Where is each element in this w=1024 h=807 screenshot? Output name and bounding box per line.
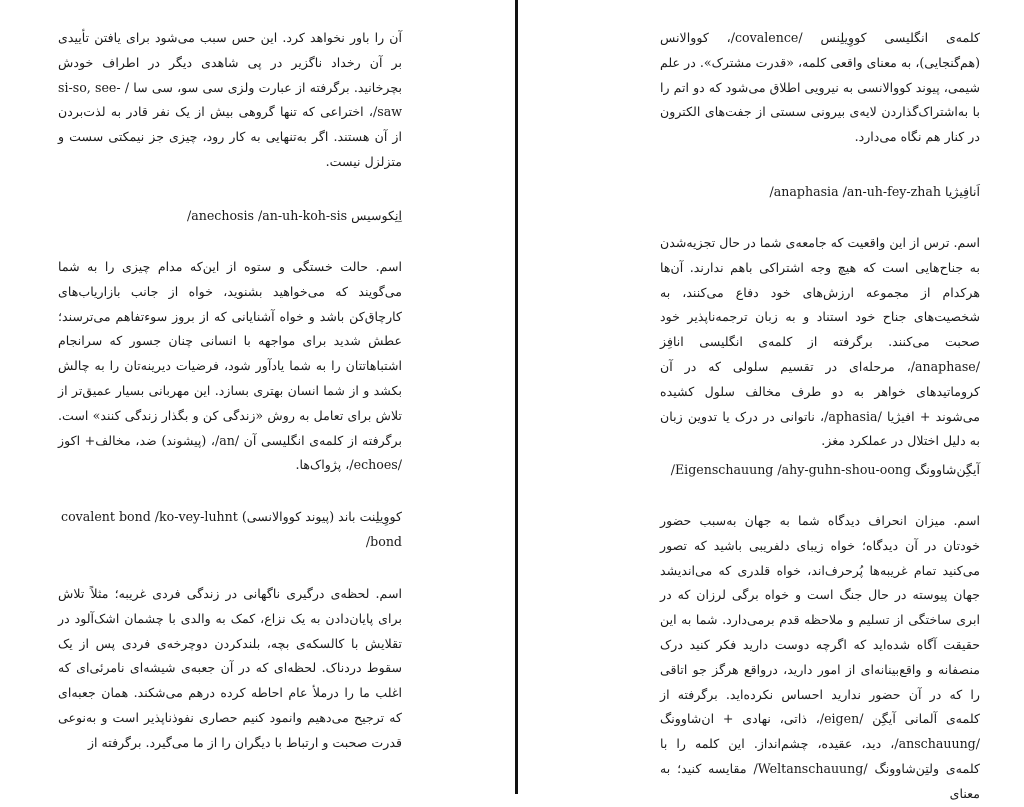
left-page xyxy=(58,0,402,794)
entry-heading-text: آیگِن‌شاوونگ Eigenschauung /ahy-guhn-shou-oong/ xyxy=(670,462,980,477)
entry-definition-anechosis xyxy=(58,255,402,478)
definition-text: اسم. میزان انحراف دیدگاه شما به جهان به‌سبب حضور خودتان در آن دیدگاه؛ خواه زیبای دلفریبی باشید که تصور می‌کنید تمام غریبه‌ها پُرحرف‌اند، خواه قلدری که می‌اندیشد جهان پیوسته در حال جنگ است و خواه برگی لرزان که در ابری ساختگی از تسلیم و ملاحظه قدم برمی‌دارد. شما به این حقیقت آگاه شده‌اید که اگرچه دوست دارید فکر کنید درک منصفانه و واقع‌بینانه‌ای از امور دارید، درواقع هرگز جو اتاقی را که در آن حضور ندارید احساس نکرده‌اید. برگرفته از کلمه‌ی آلمانی آیگِن /eigen/، ذاتی، نهادی + ان‌شاوونگ /anschauung/، دید، عقیده، چشم‌انداز. این کلمه را با کلمه‌ی ولتِن‌شاوونگ /Weltanschauung/ مقایسه کنید؛ به معنای xyxy=(660,513,980,801)
entry-heading-text: اِنِکوسیس anechosis /an-uh-koh-sis/ xyxy=(186,208,402,223)
entry-definition-covalent-bond xyxy=(58,582,402,756)
right-page xyxy=(660,0,980,801)
continuation-paragraph xyxy=(58,26,402,175)
entry-definition-eigenschauung xyxy=(660,509,980,807)
entry-heading-eigenschauung xyxy=(660,458,980,483)
definition-text: اسم. ترس از این واقعیت که جامعه‌ی شما در حال تجزیه‌شدن به جناح‌هایی است که هیچ وجه اشتراکی باهم ندارند. آن‌ها هرکدام از مجموعه ارزش‌های خود دفاع می‌کنند، به شخصیت‌های جناح خود استناد و به زبان ترجمه‌ناپذیر خود صحبت می‌کنند. برگرفته از کلمه‌ی انگلیسی انافِز /anaphase/، مرحله‌ای در تقسیم سلولی که در آن کروماتیدهای خواهر به دو طرف مخالف سلول کشیده می‌شوند + افیژیا /aphasia/، ناتوانی در درک یا تدوین زبان به دلیل اختلال در عملکرد مغز. xyxy=(660,235,980,449)
definition-text: اسم. حالت خستگی و ستوه از این‌که مدام چیزی را به شما می‌گویند که می‌خواهید بشنوید، خواه از جانب بازاریاب‌های کارچاق‌کن باشد و خواه آشنایانی که از بروز سوءتفاهم می‌ترسند؛ عطش شدید برای مواجهه با انسانی چنان جسور که سرانجام اشتباهاتتان را به شما یادآور شود، فرضیات دیرینه‌تان را به چالش بکشد و از شما انسان بهتری بسازد. این مهربانی بسیار عمیق‌تر از تلاش برای تعامل به روش «زندگی کن و بگذار زندگی کنند» است. برگرفته از کلمه‌ی انگلیسی آن /an/، (پیشوند) ضد، مخالف+ اکوز /echoes/، پژواک‌ها. xyxy=(58,259,402,473)
definition-text: اسم. لحظه‌ی درگیری ناگهانی در زندگی فردی غریبه؛ مثلاً تلاش برای پایان‌دادن به یک نزاع، کمک به والدی با چشمان اشک‌آلود در تقلایش با کالسکه‌ی بچه، بلندکردن دوچرخه‌ی فردی پس از یک سقوط دردناک. لحظه‌ای که در آن جعبه‌ی شیشه‌ای نامرئی‌ای که اغلب ما را درملأ عام احاطه کرده درهم می‌شکند. همان جعبه‌ای که ترجیح می‌دهیم وانمود کنیم حصاری نفوذناپذیر است و به‌نوعی قدرت صحبت و ارتباط با دیگران را از ما می‌گیرد. برگرفته از xyxy=(58,586,402,750)
entry-heading-text: اَنافِیژیا anaphasia /an-uh-fey-zhah/ xyxy=(769,184,980,199)
entry-heading-anechosis xyxy=(58,204,402,229)
continuation-paragraph xyxy=(660,26,980,150)
entry-heading-anaphasia xyxy=(660,180,980,205)
entry-heading-text: کووِیلِنت باند (پیوند کووالانسی) covalent bond /ko-vey-luhnt bond/ xyxy=(61,509,402,549)
paragraph-text: آن را باور نخواهد کرد. این حس سبب می‌شود برای یافتن تأییدی بر آن رخداد ناگزیر در پی شاهدی دیگر در اطراف خودش بچرخانید. برگرفته از عبارت ولزی سی سو، سی سا / si-so, see-saw/، اختراعی که تنها گروهی بیش از یک نفر قادر به لذت‌بردن از آن هستند. اگر به‌تنهایی به کار رود، چیزی جز نیمکتی سست و متزلزل نیست. xyxy=(58,30,403,169)
entry-definition-anaphasia xyxy=(660,231,980,454)
page-gutter xyxy=(515,0,518,794)
paragraph-text: کلمه‌ی انگلیسی کووِیلِنس /covalence/، کووالانس (هم‌گنجایی)، به معنای واقعی کلمه، «قدرت مشترک». در علم شیمی، پیوند کووالانسی به نیرویی اطلاق می‌شود که دو اتم را با به‌اشتراک‌گذاردن لایه‌ی بیرونی سستی از جفت‌های الکترون در کنار هم نگاه می‌دارد. xyxy=(660,30,980,145)
entry-heading-covalent-bond xyxy=(58,505,402,555)
